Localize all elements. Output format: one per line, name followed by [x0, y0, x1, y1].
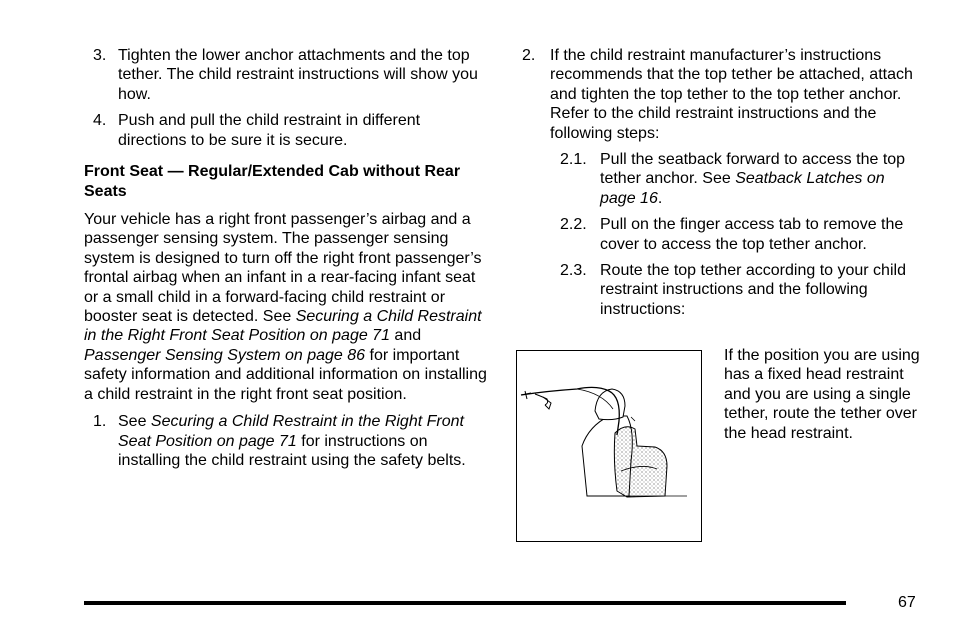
step-3	[84, 46, 490, 104]
seat-tether-drawing	[517, 351, 700, 540]
step-4	[84, 111, 490, 150]
step-number: 3.	[93, 47, 107, 64]
cross-reference-link[interactable]: Securing a Child Restraint in the Right Front Seat Position on page 71	[84, 308, 482, 345]
substep-2-3	[560, 261, 920, 319]
step-number: 2.	[522, 47, 536, 64]
cross-reference-link[interactable]: Passenger Sensing System on page 86	[84, 346, 366, 364]
step-text: If the child restraint manufacturer’s instructions recommends that the top tether be attached, attach and tighten the top tether to the top tether anchor. Refer to the child restraint instructions and the following steps:	[550, 47, 913, 142]
substep-text: Route the top tether according to your child restraint instructions and the following instructions:	[600, 262, 906, 318]
cross-reference-link[interactable]: Securing a Child Restraint in the Right Front Seat Position on page 71	[118, 413, 464, 450]
page-number: 67	[898, 594, 916, 611]
left-column	[84, 46, 490, 477]
section-heading: Front Seat — Regular/Extended Cab without Rear Seats	[84, 163, 461, 201]
substep-number: 2.3.	[560, 262, 587, 280]
step-text: See Securing a Child Restraint in the Right Front Seat Position on page 71 for instructions on installing the child restraint using the safety belts.	[118, 413, 466, 469]
substep-number: 2.2.	[560, 216, 587, 234]
step-text: Push and pull the child restraint in different directions to be sure it is secure.	[118, 112, 421, 149]
step-number: 1.	[93, 413, 107, 431]
step-2	[522, 46, 920, 143]
footer-rule	[84, 601, 846, 605]
seat-tether-illustration	[516, 350, 702, 542]
step-number: 4.	[93, 112, 107, 130]
substep-text: Pull the seatback forward to access the top tether anchor. See Seatback Latches on page 16.	[600, 151, 906, 207]
cross-reference-link[interactable]: Seatback Latches on page 16	[600, 170, 885, 207]
body-paragraph: Your vehicle has a right front passenger’s airbag and a passenger sensing system. The passenger sensing system is designed to turn off the right front passenger’s frontal airbag when an infant in a rear-facing infant seat or a small child in a forward-facing child restraint or booster seat is detected. See Securing a Child Restraint in the Right Front Seat Position on page 71 and Passenger Sensing System on page 86 for important safety information and additional information on installing a child restraint in the right front seat position.	[84, 211, 487, 403]
substep-2-1	[560, 150, 920, 208]
substep-text: Pull on the finger access tab to remove the cover to access the top tether anchor.	[600, 216, 904, 253]
illustration-caption: If the position you are using has a fixed head restraint and you are using a single tether, route the tether over the head restraint.	[724, 347, 920, 442]
substep-number: 2.1.	[560, 151, 587, 169]
substep-2-2	[560, 215, 920, 254]
step-text: Tighten the lower anchor attachments and the top tether. The child restraint instructions will show you how.	[118, 47, 478, 103]
right-column	[522, 46, 920, 326]
step-1	[84, 412, 490, 470]
